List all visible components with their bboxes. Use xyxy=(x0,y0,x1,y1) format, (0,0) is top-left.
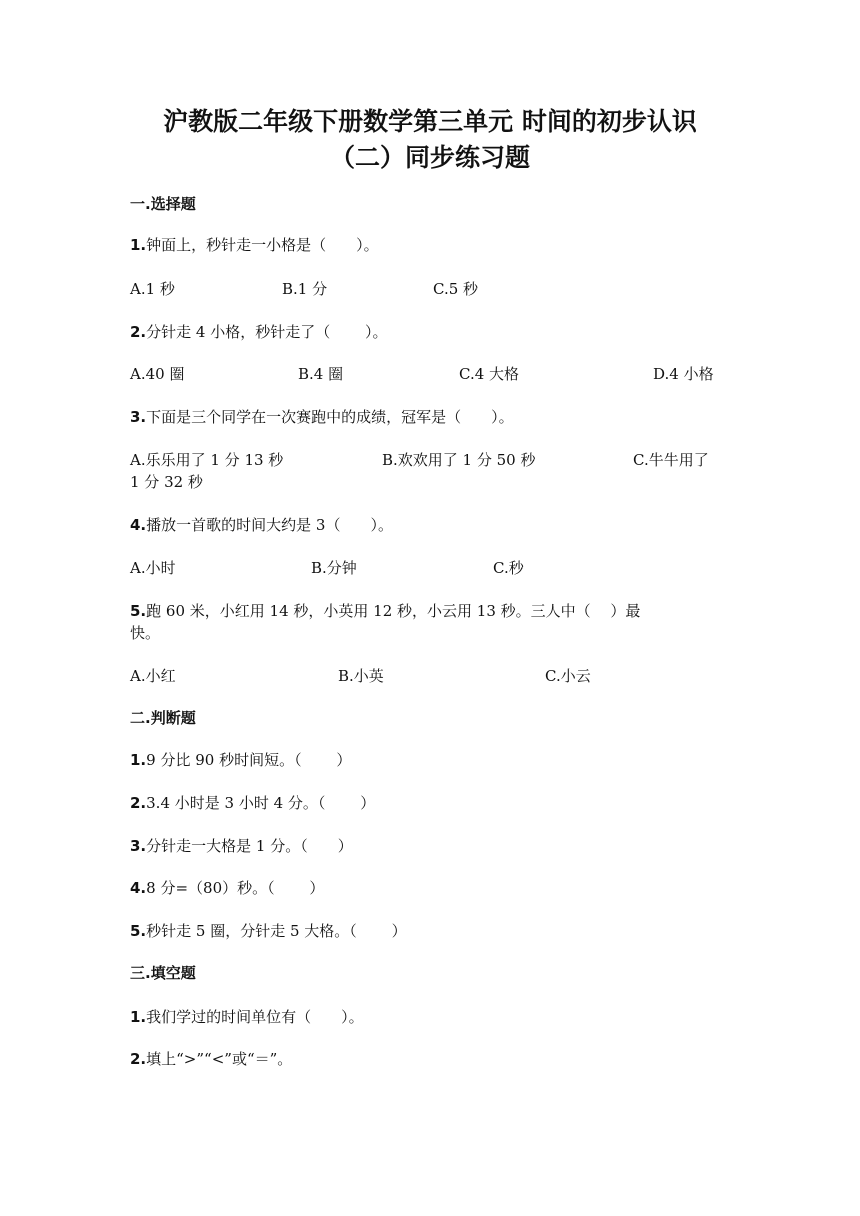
question-number: 1. xyxy=(130,751,147,769)
question-number: 2. xyxy=(130,323,147,341)
question-number: 4. xyxy=(130,516,147,534)
question-text: 我们学过的时间单位有（ ）。 xyxy=(146,1008,364,1026)
fill-question-1 xyxy=(130,1006,730,1028)
choice-option: C.牛牛用了 xyxy=(633,451,709,469)
judgment-question-2 xyxy=(130,792,730,814)
choice-option: A.1 秒 xyxy=(130,280,175,298)
section-heading-fill-blank: 三.填空题 xyxy=(130,964,196,982)
section-heading-judgment: 二.判断题 xyxy=(130,709,196,727)
question-text: 分针走一大格是 1 分。（ ） xyxy=(146,837,353,855)
choice-option: B.分钟 xyxy=(311,559,357,577)
choice-question-4 xyxy=(130,514,730,536)
choice-option: C.小云 xyxy=(545,667,591,685)
choice-option: C.秒 xyxy=(493,559,524,577)
question-number: 2. xyxy=(130,794,147,812)
question-number: 4. xyxy=(130,879,147,897)
question-text: 播放一首歌的时间大约是 3（ ）。 xyxy=(146,516,393,534)
choice-option: C.4 大格 xyxy=(459,365,520,383)
question-text: 填上“>”“<”或“＝”。 xyxy=(146,1050,293,1068)
choice-option: B.4 圈 xyxy=(298,365,344,383)
choice-option: A.乐乐用了 1 分 13 秒 xyxy=(130,451,284,469)
choice-option: B.1 分 xyxy=(282,280,328,298)
question-number: 1. xyxy=(130,236,147,254)
page-title-line1: 沪教版二年级下册数学第三单元 时间的初步认识 xyxy=(163,107,697,136)
question-number: 5. xyxy=(130,602,147,620)
page-title-line2: （二）同步练习题 xyxy=(329,143,530,172)
choice-question-2 xyxy=(130,321,730,343)
fill-question-2 xyxy=(130,1048,730,1070)
choice-option-continued: 1 分 32 秒 xyxy=(130,473,203,491)
choice-option: A.40 圈 xyxy=(130,365,185,383)
judgment-question-5 xyxy=(130,920,730,942)
judgment-question-3 xyxy=(130,835,730,857)
question-number: 3. xyxy=(130,408,147,426)
question-number: 3. xyxy=(130,837,147,855)
choice-option: B.小英 xyxy=(338,667,384,685)
choice-option: D.4 小格 xyxy=(653,365,714,383)
question-number: 2. xyxy=(130,1050,147,1068)
choice-question-1 xyxy=(130,234,730,256)
question-text: 分针走 4 小格，秒针走了（ ）。 xyxy=(146,323,388,341)
question-text: 钟面上，秒针走一小格是（ ）。 xyxy=(146,236,379,254)
choice-option: A.小时 xyxy=(130,559,176,577)
choice-option: A.小红 xyxy=(130,667,176,685)
question-text: 3.4 小时是 3 小时 4 分。（ ） xyxy=(146,794,376,812)
question-text: 8 分=（80）秒。（ ） xyxy=(146,879,325,897)
question-text: 跑 60 米，小红用 14 秒，小英用 12 秒，小云用 13 秒。三人中（ ）最 xyxy=(146,602,641,620)
question-number: 5. xyxy=(130,922,147,940)
judgment-question-4 xyxy=(130,877,730,899)
question-text: 秒针走 5 圈，分针走 5 大格。（ ） xyxy=(146,922,407,940)
judgment-question-1 xyxy=(130,749,730,771)
question-text: 下面是三个同学在一次赛跑中的成绩，冠军是（ ）。 xyxy=(146,408,514,426)
choice-option: B.欢欢用了 1 分 50 秒 xyxy=(382,451,536,469)
question-number: 1. xyxy=(130,1008,147,1026)
choice-question-5-continued: 快。 xyxy=(130,624,161,642)
section-heading-choice: 一.选择题 xyxy=(130,195,196,213)
choice-question-3 xyxy=(130,406,730,428)
choice-question-5 xyxy=(130,600,730,622)
choice-option: C.5 秒 xyxy=(433,280,479,298)
question-text: 9 分比 90 秒时间短。（ ） xyxy=(146,751,352,769)
